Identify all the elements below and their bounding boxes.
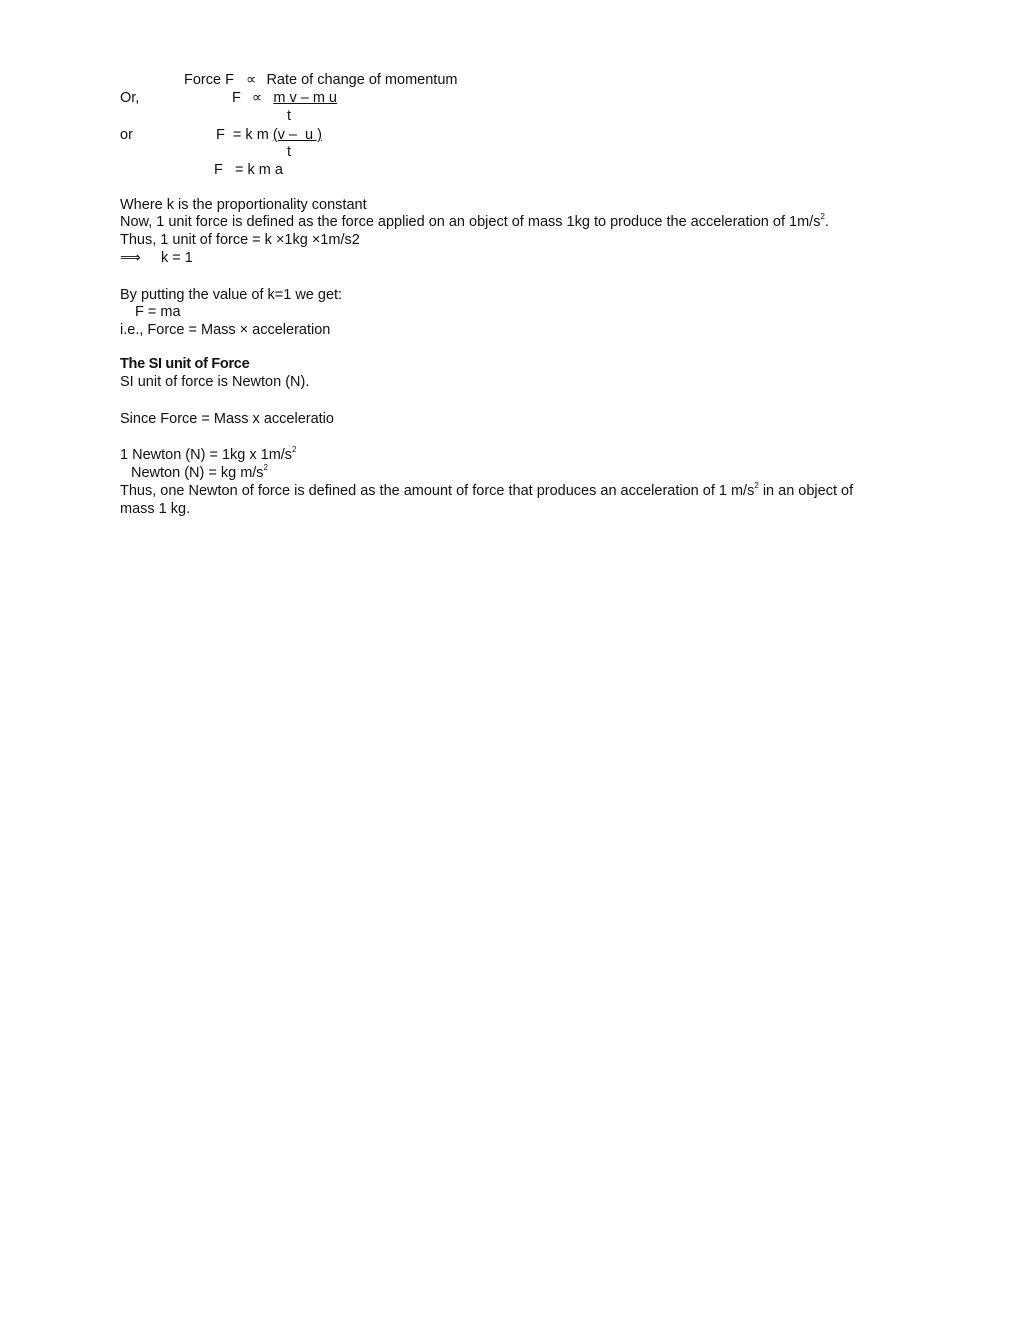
newton-eq-2: Newton (N) = kg m/s bbox=[131, 465, 264, 481]
newton-definition-1 bbox=[120, 446, 297, 466]
derivation-line-f-prop-momentum bbox=[232, 89, 337, 107]
superscript-2: 2 bbox=[754, 481, 759, 490]
superscript-2: 2 bbox=[263, 463, 268, 472]
force-mass-acceleration: i.e., Force = Mass × acceleration bbox=[120, 322, 331, 338]
by-putting-text: By putting the value of k=1 we get: bbox=[120, 287, 343, 303]
f-symbol: F bbox=[232, 90, 241, 106]
momentum-numerator: m v – m u bbox=[273, 90, 337, 106]
where-k-text: Where k is the proportionality constant bbox=[120, 197, 367, 213]
denominator-t-2: t bbox=[287, 144, 292, 160]
derivation-line-f-kmv bbox=[216, 126, 322, 144]
period: . bbox=[824, 214, 829, 230]
newton-sentence-line2: mass 1 kg. bbox=[120, 501, 191, 517]
f-equals-kma: F = k m a bbox=[214, 162, 283, 178]
thus-unit-force: Thus, 1 unit of force = k ×1kg ×1m/s2 bbox=[120, 232, 360, 248]
si-unit-heading: The SI unit of Force bbox=[120, 356, 250, 372]
unit-force-definition bbox=[120, 213, 829, 233]
superscript-2: 2 bbox=[292, 445, 297, 454]
since-force-text: Since Force = Mass x acceleratio bbox=[120, 411, 334, 427]
rate-of-change-text: Rate of change of momentum bbox=[266, 72, 458, 88]
newton-sentence-tail: in an object of bbox=[758, 483, 854, 499]
velocity-difference: (v – u ) bbox=[272, 127, 322, 143]
f-equals-km: F = k m bbox=[216, 127, 269, 143]
superscript-2: 2 bbox=[820, 212, 825, 221]
force-f-text: Force F bbox=[184, 72, 234, 88]
unit-force-text: Now, 1 unit force is defined as the force applied on an object of mass 1kg to produce the acceleration of 1m/s bbox=[120, 214, 821, 230]
f-equals-ma: F = ma bbox=[135, 304, 181, 320]
newton-definition-2 bbox=[131, 464, 268, 484]
denominator-t-1: t bbox=[287, 108, 292, 124]
implies-line bbox=[120, 249, 141, 267]
implies-icon: ⟹ bbox=[120, 250, 141, 266]
proportional-symbol: ∝ bbox=[246, 72, 257, 88]
newton-eq-1: 1 Newton (N) = 1kg x 1m/s bbox=[120, 447, 293, 463]
k-equals-one: k = 1 bbox=[161, 250, 193, 266]
or-label-1: Or, bbox=[120, 90, 140, 106]
derivation-line-force-proportional bbox=[184, 71, 457, 89]
proportional-symbol-2: ∝ bbox=[251, 90, 263, 106]
newton-definition-sentence bbox=[120, 482, 853, 502]
or-label-2: or bbox=[120, 127, 133, 143]
newton-sentence-text: Thus, one Newton of force is defined as the amount of force that produces an acceleration of 1 m/s bbox=[120, 483, 755, 499]
si-unit-text: SI unit of force is Newton (N). bbox=[120, 374, 310, 390]
